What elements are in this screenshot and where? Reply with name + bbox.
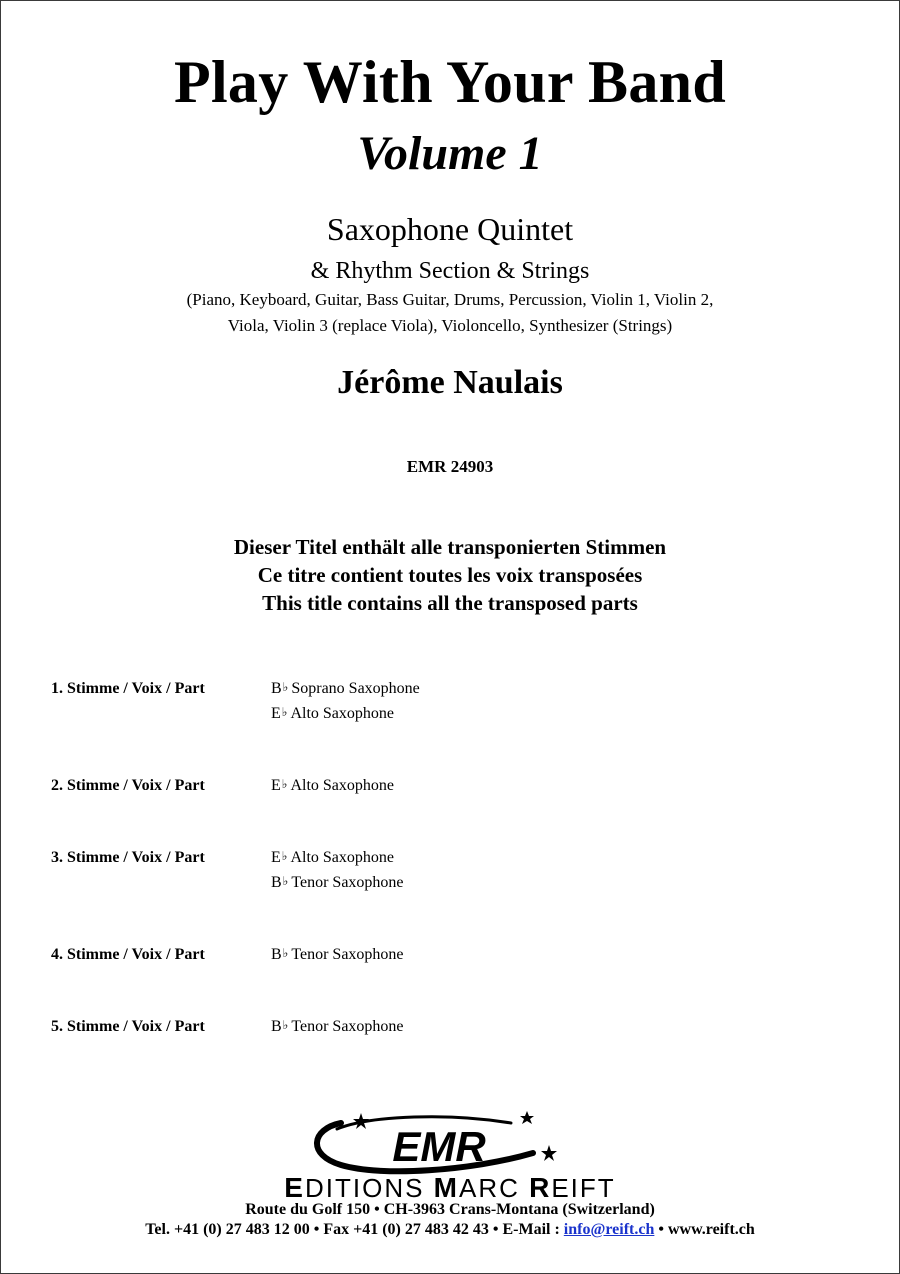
instrument-name: Tenor Saxophone — [291, 1018, 404, 1035]
flat-icon: ♭ — [282, 680, 289, 694]
key-letter: E — [271, 705, 281, 722]
key-letter: E — [271, 849, 281, 866]
contact-phone-fax: Tel. +41 (0) 27 483 12 00 • Fax +41 (0) 27 483 42 43 • E-Mail : — [145, 1221, 564, 1238]
key-letter: B — [271, 874, 282, 891]
flat-icon: ♭ — [281, 705, 288, 719]
part-5-label: 5. Stimme / Voix / Part — [51, 1018, 205, 1035]
logo-text: EMR — [392, 1123, 486, 1170]
star-icon — [520, 1111, 534, 1124]
key-letter: B — [271, 680, 282, 697]
flat-icon: ♭ — [282, 1018, 289, 1032]
part-3-label: 3. Stimme / Voix / Part — [51, 849, 205, 866]
instrument-name: Alto Saxophone — [290, 849, 394, 866]
key-letter: B — [271, 946, 282, 963]
star-icon — [541, 1145, 557, 1161]
flat-icon: ♭ — [282, 874, 289, 888]
instrument-name: Alto Saxophone — [290, 705, 394, 722]
instrument-name: Tenor Saxophone — [291, 874, 404, 891]
instrument-name: Soprano Saxophone — [291, 680, 420, 697]
emr-logo — [301, 1109, 563, 1177]
publisher-address: Route du Golf 150 • CH-3963 Crans-Montana (Switzerland) — [245, 1201, 655, 1218]
email-link[interactable]: info@reift.ch — [563, 1221, 655, 1238]
instrumentation-list — [1, 287, 899, 339]
transposed-note-french: Ce titre contient toutes les voix transposées — [257, 563, 643, 587]
flat-icon: ♭ — [282, 946, 289, 960]
instrument-name: Alto Saxophone — [290, 777, 394, 794]
part-2-instrument-1 — [271, 773, 394, 799]
part-1-label: 1. Stimme / Voix / Part — [51, 680, 205, 697]
instrumentation-line-2: Viola, Violin 3 (replace Viola), Violoncello, Synthesizer (Strings) — [227, 316, 673, 335]
page-title: Play With Your Band — [174, 49, 726, 115]
composer-name: Jérôme Naulais — [337, 364, 563, 401]
publisher-contact — [1, 1219, 899, 1241]
part-1-instrument-1 — [271, 676, 420, 702]
part-3-instrument-2 — [271, 870, 404, 896]
instrument-name: Tenor Saxophone — [291, 946, 404, 963]
catalog-number: EMR 24903 — [406, 457, 494, 476]
part-2-label: 2. Stimme / Voix / Part — [51, 777, 205, 794]
part-4-instrument-1 — [271, 942, 404, 968]
part-3-instrument-1 — [271, 845, 394, 871]
key-letter: B — [271, 1018, 282, 1035]
flat-icon: ♭ — [281, 777, 288, 791]
publisher-name: EDITIONS MARC REIFT — [284, 1172, 616, 1203]
volume-label: Volume 1 — [357, 127, 543, 180]
transposed-note-german: Dieser Titel enthält alle transponierten Stimmen — [233, 535, 667, 559]
ensemble-title: Saxophone Quintet — [326, 211, 574, 247]
part-5-instrument-1 — [271, 1014, 404, 1040]
instrumentation-line-1: (Piano, Keyboard, Guitar, Bass Guitar, Drums, Percussion, Violin 1, Violin 2, — [186, 290, 714, 309]
website-text: • www.reift.ch — [654, 1221, 755, 1238]
part-4-label: 4. Stimme / Voix / Part — [51, 946, 205, 963]
ensemble-subtitle: & Rhythm Section & Strings — [310, 258, 590, 284]
key-letter: E — [271, 777, 281, 794]
transposed-note-english: This title contains all the transposed parts — [262, 591, 638, 615]
flat-icon: ♭ — [281, 849, 288, 863]
part-1-instrument-2 — [271, 701, 394, 727]
